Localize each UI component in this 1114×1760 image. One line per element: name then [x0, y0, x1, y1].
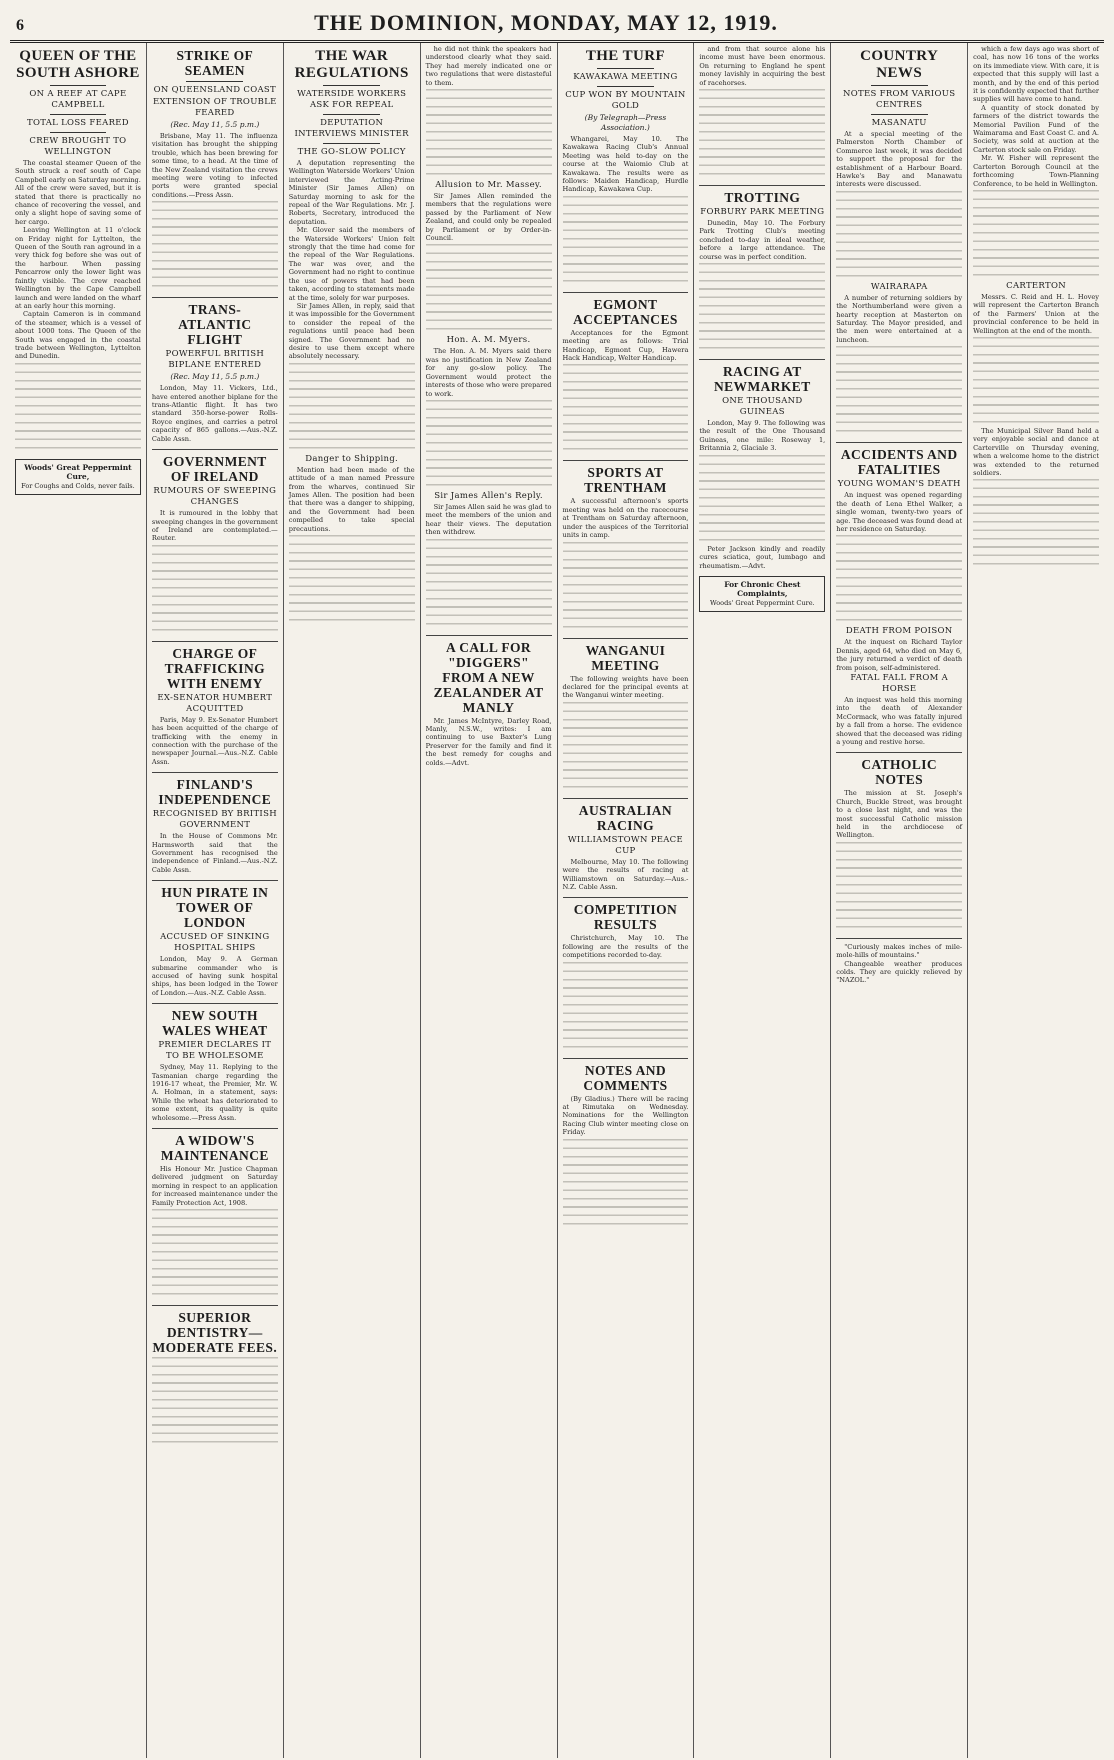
column-filler — [563, 702, 689, 792]
article-trans-atlantic-flight — [152, 302, 278, 443]
article-hun-pirate — [152, 885, 278, 997]
advertisement-headline: SUPERIOR DENTISTRY—MODERATE FEES. — [152, 1310, 278, 1356]
column-filler — [563, 1139, 689, 1229]
article-subhead: POWERFUL BRITISH BIPLANE ENTERED — [165, 349, 265, 371]
article-body: The following weights have been declared for the principal events at the Wanganui winter meeting. — [562, 674, 689, 700]
article-headline: TROTTING — [724, 190, 801, 206]
article-racing-at-newmarket — [699, 364, 825, 570]
article-body: London, May 9. The following was the result of the One Thousand Guineas, one mile: Roseway 1, Britannia 2, Glaciale 3. — [699, 419, 826, 453]
article-notes-and-comments — [563, 1063, 689, 1229]
article-body: he did not think the speakers had understood clearly what they said. They had merely indicated one or two regulations that were distasteful to them. — [425, 45, 552, 87]
column-filler — [426, 539, 552, 629]
article-subhead: DEPUTATION INTERVIEWS MINISTER — [294, 118, 409, 139]
column-3 — [284, 43, 421, 1758]
article-headline: STRIKE OF SEAMEN — [176, 48, 254, 78]
article-headline: EGMONT ACCEPTANCES — [573, 296, 678, 327]
column-filler — [289, 363, 415, 453]
article-body: Mr. James McIntyre, Darley Road, Manly, N.S.W., writes: I am continuing to use Baxter's Lung Preserver for the family and find it the best remedy for coughs and colds.—Advt. — [425, 716, 552, 767]
advertisement-text: "Curiously makes inches of mile-mole-hills of mountains." — [836, 942, 963, 960]
article-body: (By Gladius.) There will be racing at Rimutaka on Wednesday. Nominations for the Wellington Racing Club winter meeting close on Friday. — [562, 1094, 689, 1137]
column-filler — [836, 535, 962, 625]
article-subhead: Sir James Allen's Reply. — [434, 490, 543, 501]
article-egmont-acceptances — [563, 297, 689, 455]
article-subhead: CARTERTON — [1006, 280, 1066, 291]
article-subhead: MASANATU — [871, 118, 927, 128]
column-filler — [152, 1357, 278, 1447]
article-headline: THE WAR REGULATIONS — [294, 48, 409, 81]
article-widows-maintenance — [152, 1133, 278, 1299]
article-body: Dunedin, May 10. The Forbury Park Trotting Club's meeting concluded to-day in ideal weather, before a large attendance. The course was in perfect condition. — [699, 219, 826, 261]
article-subhead: ONE THOUSAND GUINEAS — [722, 396, 803, 418]
column-filler — [973, 190, 1099, 280]
article-body: The mission at St. Joseph's Church, Buckle Street, was brought to a close last night, and was the most successful Catholic mission held in the archdiocese of Wellington. — [836, 789, 963, 840]
article-subhead: FATAL FALL FROM A HORSE — [850, 672, 949, 694]
article-trotting — [699, 190, 825, 353]
column-8 — [968, 43, 1104, 1758]
article-strike-of-seamen — [152, 48, 278, 291]
newspaper-title: THE DOMINION, MONDAY, MAY 12, 1919. — [314, 10, 778, 35]
article-catholic-notes — [836, 757, 962, 931]
article-body: Mr. W. Fisher will represent the Carterton Borough Council at the forthcoming Town-Planning Conference, to be held in Wellington. — [973, 154, 1099, 188]
column-filler — [699, 89, 825, 179]
article-call-for-diggers — [426, 640, 552, 767]
masthead — [10, 8, 1104, 43]
article-headline: THE TURF — [585, 48, 666, 64]
article-body: A quantity of stock donated by farmers of the district towards the Memorial Pavilion Fund of the Waimarama and East Coast C. and A. Society, was sold at auction at the Carterton stock sale on Friday. — [973, 103, 1099, 154]
article-body: Peter Jackson kindly and readily cures sciatica, gout, lumbago and rheumatism.—Advt. — [699, 544, 826, 570]
column-filler — [563, 962, 689, 1052]
article-body: A deputation representing the Wellington Waterside Workers' Union interviewed the Acting-Prime Minister (Sir James Allen) on Saturday morning to ask for the repeal of the War Regulations. Mr. J. Roberts, Secretary, introduced the deputation. — [288, 159, 415, 226]
article-accidents-and-fatalities — [836, 447, 962, 746]
article-headline: RACING AT NEWMARKET — [714, 364, 811, 395]
article-subhead: RECOGNISED BY BRITISH GOVERNMENT — [152, 809, 277, 831]
article-subhead: NOTES FROM VARIOUS CENTRES — [843, 89, 956, 110]
article-headline: COMPETITION RESULTS — [573, 902, 678, 933]
article-subhead: Danger to Shipping. — [305, 453, 399, 464]
article-body: which a few days ago was short of coal, has now 16 tons of the works on its immediate view. With care, it is expected that this supply will last a month, and by the end of this period it is confidently expected that further supplies will have come to hand. — [973, 45, 1099, 104]
article-body: Mr. Glover said the members of the Waterside Workers' Union felt strongly that the time had come for the repeal of the War Regulations. The war was over, and the Government had no right to continue the use of powers that had been taken, according to statements made at the time, solely for war purposes. — [288, 226, 415, 302]
article-turf-continued — [699, 45, 825, 179]
column-filler — [15, 363, 141, 453]
column-filler — [152, 201, 278, 291]
article-body: Sir James Allen said he was glad to meet the members of the union and hear their views. The deputation then withdrew. — [425, 502, 552, 537]
article-subhead: WAIRARAPA — [870, 281, 928, 292]
article-body: Paris, May 9. Ex-Senator Humbert has been acquitted of the charge of trafficking with the enemy in connection with the purchase of the newspaper Journal.—Aus.-N.Z. Cable Assn. — [151, 715, 278, 766]
article-the-turf — [563, 48, 689, 286]
article-subhead: ON QUEENSLAND COAST — [153, 85, 277, 95]
article-headline: CATHOLIC NOTES — [861, 757, 938, 788]
article-subhead: EX-SENATOR HUMBERT ACQUITTED — [157, 692, 273, 714]
column-filler — [973, 337, 1099, 427]
article-subhead: PREMIER DECLARES IT TO BE WHOLESOME — [158, 1040, 272, 1062]
article-body: Brisbane, May 11. The influenza visitation has brought the shipping trouble, which has been brewing for some time, to a head. At the time of the New Zealand visitation the crews meeting were voting to infected ports were granted special conditions.—Press Assn. — [151, 132, 278, 199]
article-body: At a special meeting of the Palmerston North Chamber of Commerce last week, it was decided to support the proposal for the establishment of a Harbour Board. Hawke's Bay and Manawatu interests were discussed. — [836, 130, 963, 189]
column-filler — [973, 479, 1099, 569]
article-australian-racing — [563, 803, 689, 892]
column-2 — [147, 43, 284, 1758]
article-war-regulations — [289, 48, 415, 625]
article-body: An inquest was held this morning into the death of Alexander McCormack, who was fatally injured by a fall from a horse. The evidence showed that the deceased was riding a young and restive horse. — [836, 695, 963, 746]
column-filler — [836, 842, 962, 932]
column-5 — [558, 43, 695, 1758]
column-filler — [563, 542, 689, 632]
article-subhead: THE GO-SLOW POLICY — [297, 147, 406, 157]
article-headline: QUEEN OF THE SOUTH ASHORE — [16, 48, 140, 81]
article-body: An inquest was opened regarding the death of Lena Ethel Walker, a single woman, twenty-two years of age. The deceased was found dead at her residence on Saturday. — [836, 491, 963, 533]
article-competition-results — [563, 902, 689, 1051]
article-body: It is rumoured in the lobby that sweeping changes in the government of Ireland are contemplated.—Reuter. — [151, 509, 278, 543]
column-4 — [421, 43, 558, 1758]
article-country-news — [836, 48, 962, 436]
article-headline: GOVERNMENT OF IRELAND — [162, 454, 267, 485]
article-body: A successful afternoon's sports meeting was held on the racecourse at Trentham on Saturday afternoon, under the auspices of the Territorial units in camp. — [562, 497, 689, 540]
article-subhead: YOUNG WOMAN'S DEATH — [837, 479, 961, 490]
advertisement — [15, 459, 141, 496]
article-headline: A WIDOW'S MAINTENANCE — [160, 1133, 269, 1164]
article-subhead: CUP WON BY MOUNTAIN GOLD — [565, 90, 686, 111]
article-government-of-ireland — [152, 454, 278, 635]
article-subhead: ON A REEF AT CAPE CAMPBELL — [29, 89, 127, 110]
article-war-regulations-continued — [426, 45, 552, 629]
article-trafficking — [152, 646, 278, 766]
article-subhead: CREW BROUGHT TO WELLINGTON — [29, 136, 127, 157]
advertisement-text: Changeable weather produces colds. They are quickly relieved by "NAZOL." — [836, 959, 963, 985]
article-body: Captain Cameron is in command of the steamer, which is a vessel of about 1000 tons. The Queen of the South was engaged in the coastal trade between Wellington, Lyttelton and Dunedin. — [15, 310, 141, 361]
article-body: London, May 9. A German submarine commander who is accused of having sunk hospital ships, has been lodged in the Tower of London.—Aus.-N.Z. Cable Assn. — [151, 955, 278, 997]
article-subhead: ACCUSED OF SINKING HOSPITAL SHIPS — [160, 932, 270, 954]
advertisement — [699, 576, 825, 613]
article-nsw-wheat — [152, 1008, 278, 1122]
article-body: and from that source alone his income must have been enormous. On returning to England he spent money lavishly in acquiring the best of racehorses. — [699, 45, 826, 87]
article-body: In the House of Commons Mr. Harmsworth said that the Government has recognised the independence of Finland.—Aus.-N.Z. Cable Assn. — [151, 832, 278, 874]
column-filler — [426, 244, 552, 334]
column-filler — [152, 1209, 278, 1299]
dateline: (Rec. May 11, 5.5 p.m.) — [170, 120, 260, 129]
column-filler — [836, 346, 962, 436]
article-subhead: RUMOURS OF SWEEPING CHANGES — [153, 486, 277, 508]
article-headline: SPORTS AT TRENTHAM — [584, 465, 667, 496]
column-filler — [836, 191, 962, 281]
column-6 — [694, 43, 831, 1758]
article-subhead: FORBURY PARK MEETING — [700, 207, 825, 218]
dateline: (By Telegraph—Press Association.) — [584, 113, 667, 132]
column-filler — [289, 535, 415, 625]
column-1 — [10, 43, 147, 1758]
article-headline: WANGANUI MEETING — [585, 642, 666, 673]
article-headline: NEW SOUTH WALES WHEAT — [162, 1008, 268, 1039]
article-body: Whangarei, May 10. The Kawakawa Racing Club's Annual Meeting was held to-day on the course at the Waiomio Club at Kawakawa. The results were as follows: Maiden Handicap, Hurdle Handicap, Kawakawa Cup. — [562, 135, 689, 194]
column-7 — [831, 43, 968, 1758]
article-headline: HUN PIRATE IN TOWER OF LONDON — [161, 885, 269, 931]
column-filler — [152, 545, 278, 635]
article-headline: TRANS-ATLANTIC FLIGHT — [178, 302, 252, 348]
column-filler — [563, 364, 689, 454]
column-filler — [426, 89, 552, 179]
article-subhead: Allusion to Mr. Massey. — [435, 180, 542, 191]
dateline: (Rec. May 11, 5.5 p.m.) — [170, 372, 260, 382]
article-sports-at-trentham — [563, 465, 689, 631]
article-headline: CHARGE OF TRAFFICKING WITH ENEMY — [164, 645, 266, 691]
article-headline: A CALL FOR "DIGGERS" FROM A NEW ZEALANDER AT MANLY — [433, 639, 544, 715]
article-subhead: WILLIAMSTOWN PEACE CUP — [567, 834, 683, 856]
article-body: Sydney, May 11. Replying to the Tasmanian charge regarding the 1916-17 wheat, the Premier, Mr. W. A. Holman, in a statement, says: While the wheat has deteriorated to some extent, its quality is quite wholesome.—Press Assn. — [151, 1063, 278, 1122]
article-body: London, May 11. Vickers, Ltd., have entered another biplane for the trans-Atlantic flight. It has two standard 350-horse-power Rolls-Royce engines, and carries a petrol capacity of 865 gallons.—Aus.-N.Z. Cable Assn. — [151, 384, 278, 443]
article-body: Sir James Allen reminded the members that the regulations were passed by the Parliament of New Zealand, and could only be repealed by Parliament or by Order-in-Council. — [425, 192, 552, 243]
article-body: Messrs. C. Reid and H. L. Hovey will represent the Carterton Branch of the Farmers' Union at the provincial conference to be held in Wellington at the end of the month. — [973, 292, 1099, 335]
article-headline: ACCIDENTS AND FATALITIES — [840, 447, 958, 478]
ad-line: Woods' Great Peppermint Cure, — [24, 462, 132, 482]
article-subhead: Hon. A. M. Myers. — [446, 335, 531, 346]
article-body: Sir James Allen, in reply, said that it was impossible for the Government to consider the repeal of the regulations until peace had been signed. The Government had no desire to use them except where absolutely necessary. — [288, 301, 415, 361]
article-body: The Hon. A. M. Myers said there was no justification in New Zealand for any go-slow policy. The Government would protect the interests of those who were prepared to work. — [425, 347, 552, 398]
article-subhead: TOTAL LOSS FEARED — [26, 118, 129, 128]
article-body: Melbourne, May 10. The following were the results of racing at Williamstown on Saturday.—Aus.-N.Z. Cable Assn. — [562, 857, 689, 891]
ad-line: Woods' Great Peppermint Cure. — [710, 598, 815, 607]
column-filler — [426, 400, 552, 490]
columns — [10, 43, 1104, 1758]
article-subhead: EXTENSION OF TROUBLE FEARED — [152, 97, 277, 118]
article-body: A number of returning soldiers by the Northumberland were given a hearty reception at Masterton on Saturday. The Mayor presided, and the men were entertained at a luncheon. — [836, 293, 963, 344]
article-finland — [152, 777, 278, 874]
article-body: Christchurch, May 10. The following are the results of the competitions recorded to-day. — [562, 934, 689, 960]
ad-line: For Chronic Chest Complaints, — [724, 579, 801, 599]
article-queen-of-the-south — [15, 48, 141, 453]
article-body: Acceptances for the Egmont meeting are as follows: Trial Handicap, Egmont Cup, Hawera Hack Handicap, Welter Handicap. — [562, 328, 689, 363]
page-number: 6 — [16, 17, 24, 34]
article-subhead: DEATH FROM POISON — [845, 626, 953, 637]
column-filler — [563, 196, 689, 286]
article-body: Mention had been made of the attitude of a man named Pressure from the wharves, continued Sir James Allen. The position had been that there was a danger to shipping, and the Government had been compelled to take special precautions. — [288, 465, 415, 533]
article-headline: FINLAND'S INDEPENDENCE — [158, 777, 272, 808]
article-wanganui-meeting — [563, 643, 689, 792]
ad-line: For Coughs and Colds, never fails. — [21, 481, 135, 490]
article-subhead: KAWAKAWA MEETING — [573, 72, 678, 82]
article-headline: AUSTRALIAN RACING — [578, 802, 673, 833]
article-body: At the inquest on Richard Taylor Dennis, aged 64, who died on May 6, the jury returned a verdict of death from poison, self-administered. — [836, 638, 963, 672]
article-headline: NOTES AND COMMENTS — [583, 1062, 668, 1093]
article-subhead: WATERSIDE WORKERS ASK FOR REPEAL — [297, 89, 407, 110]
article-body: Leaving Wellington at 11 o'clock on Friday night for Lyttelton, the Queen of the South ran aground in a very thick fog before she was out of the harbour. When passing Pencarrow only the lower light was faintly visible. The crew reached Wellington by the Cape Campbell launch and were landed on the wharf at an early hour this morning. — [15, 226, 141, 310]
column-filler — [699, 263, 825, 353]
column-filler — [699, 455, 825, 545]
article-body: The Municipal Silver Band held a very enjoyable social and dance at Carterville on Thursday evening, when a welcome home to the district was extended to the returned soldiers. — [973, 426, 1099, 477]
article-headline: COUNTRY NEWS — [860, 48, 939, 81]
article-body: His Honour Mr. Justice Chapman delivered judgment on Saturday morning in respect to an application for increased maintenance under the Family Protection Act, 1908. — [151, 1165, 278, 1207]
article-country-news-continued — [973, 45, 1099, 569]
article-body: The coastal steamer Queen of the South struck a reef south of Cape Campbell early on Saturday morning. All of the crew were saved, but it is stated that there is practically no chance of recovering the vessel, and only a slight hope of saving some of her cargo. — [15, 159, 141, 226]
